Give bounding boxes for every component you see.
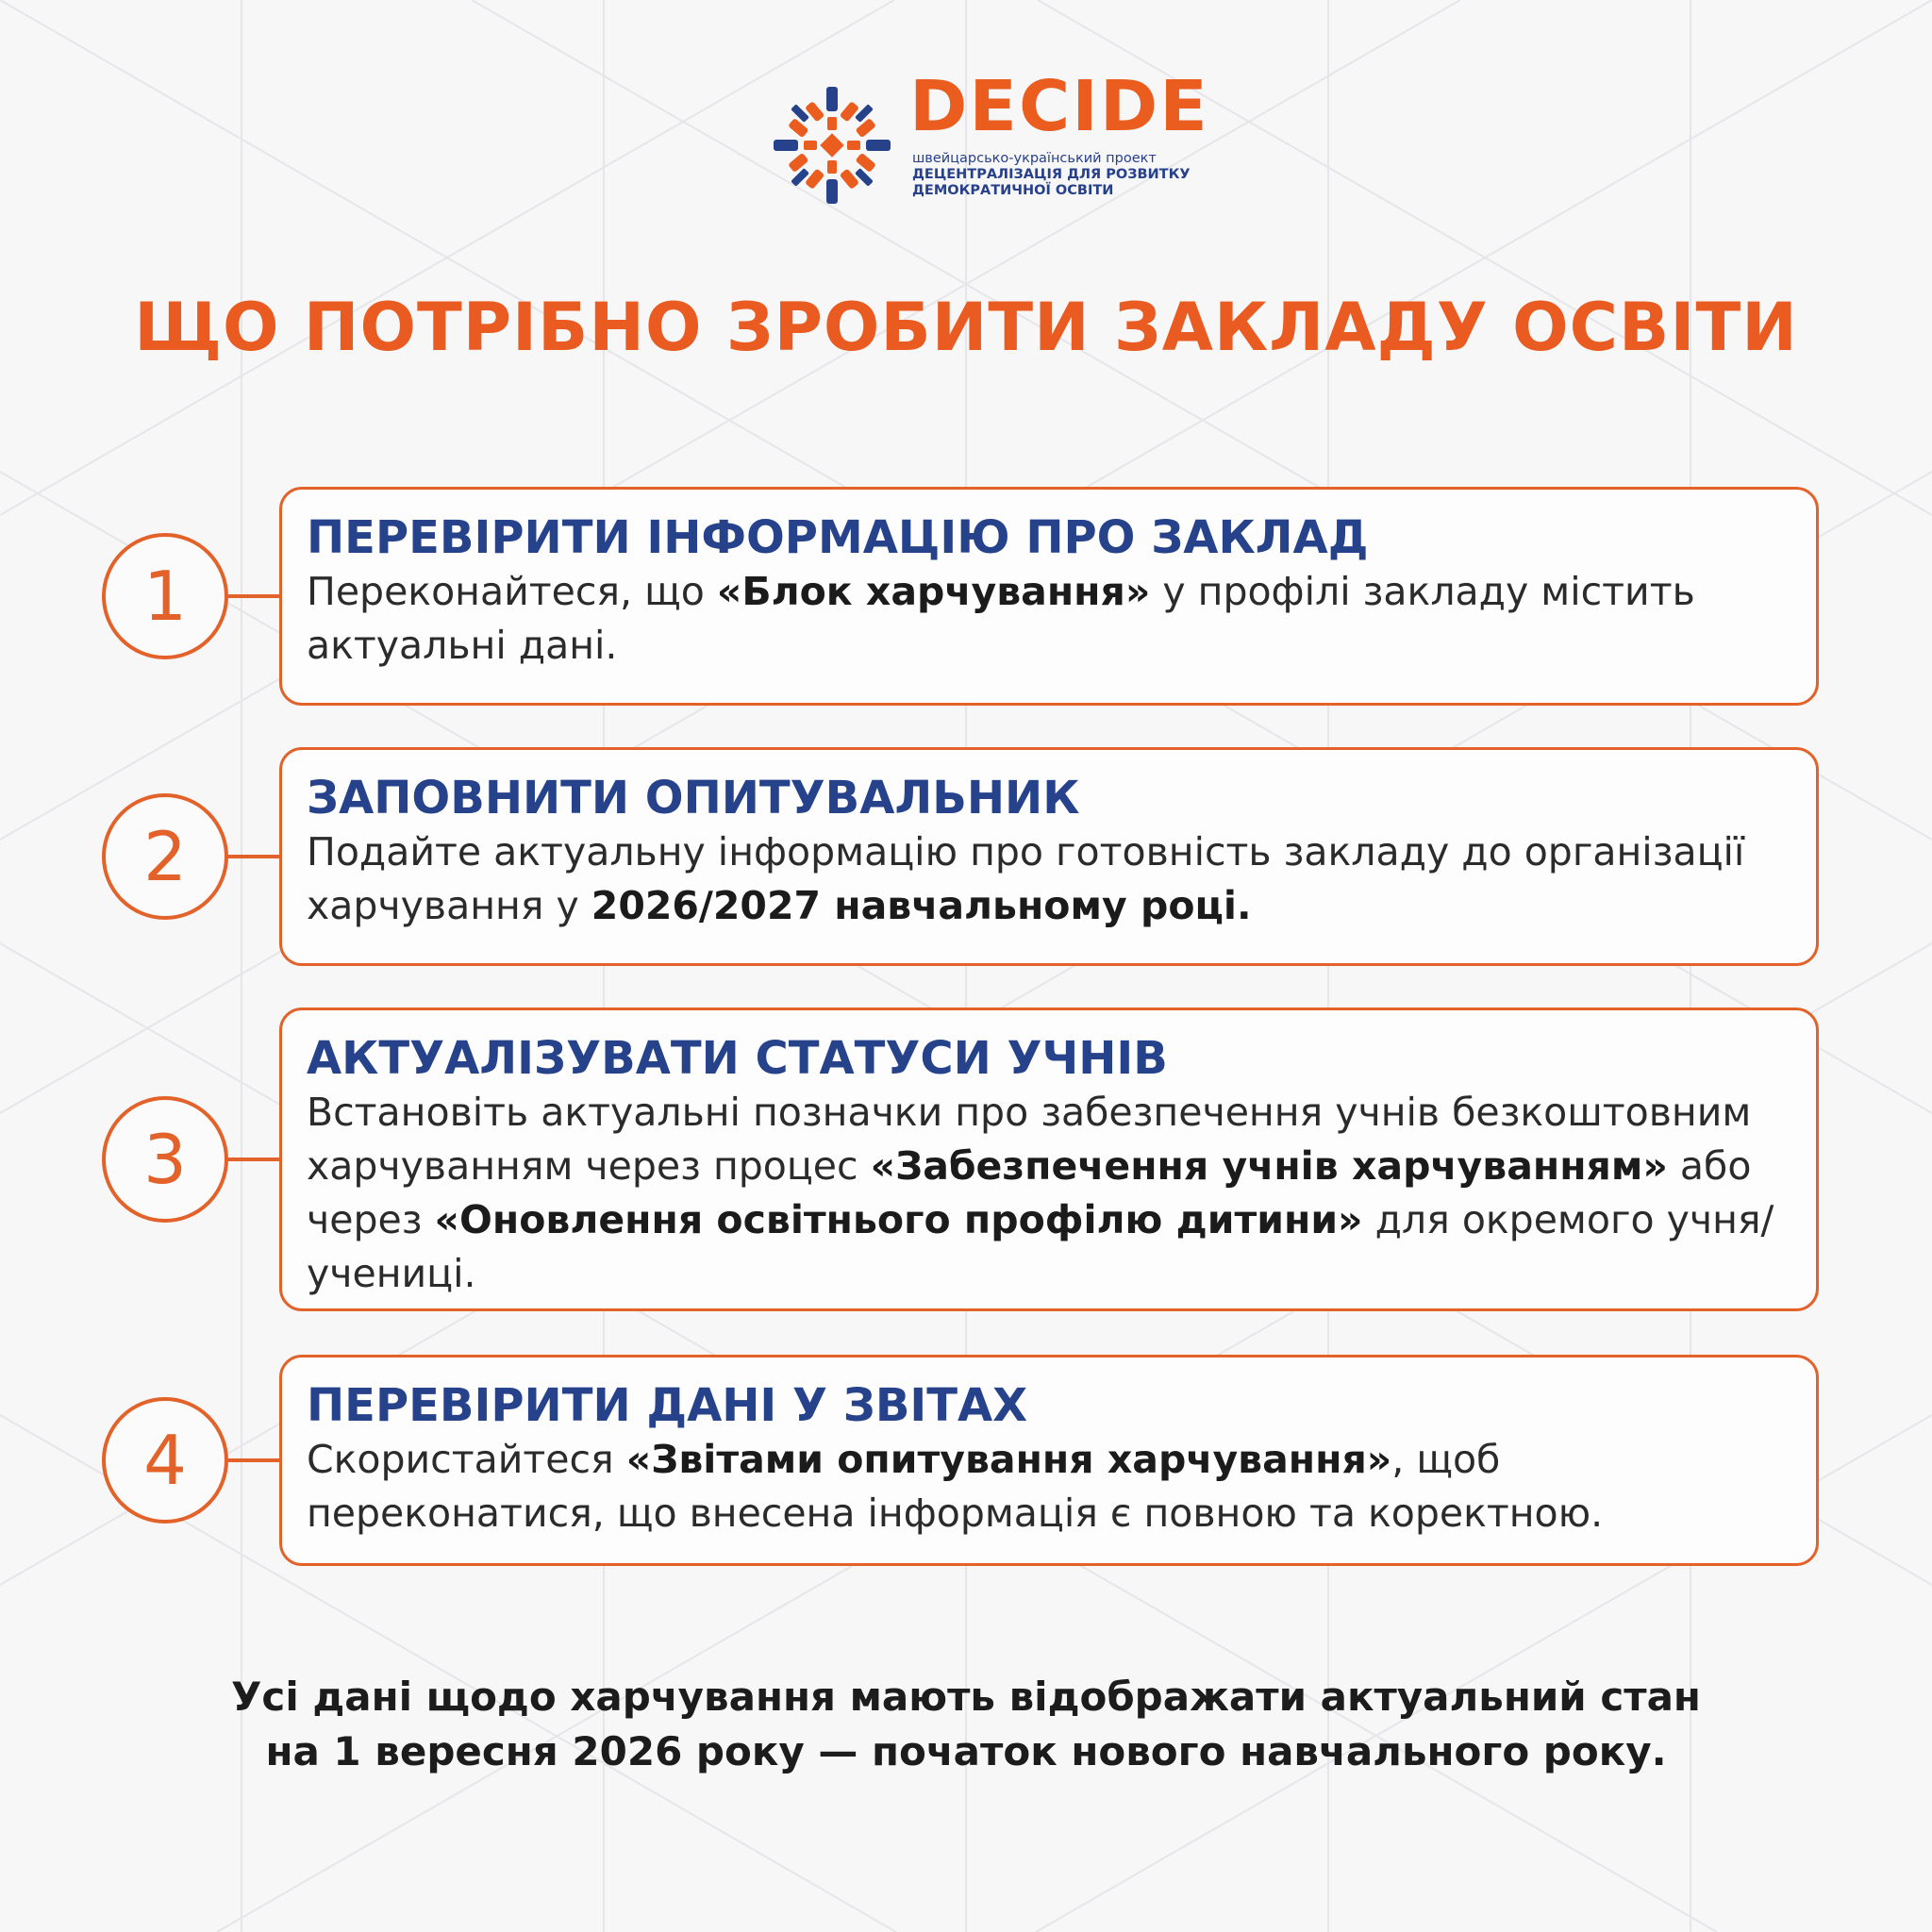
footer-line-1: Усі дані щодо харчування мають відображати актуальний стан: [231, 1674, 1701, 1720]
step-description-text: , щоб переконатися, що внесена інформація є повною та коректною.: [307, 1437, 1604, 1536]
step-description-text: у профілі закладу містить актуальні дані.: [307, 569, 1695, 668]
step-number-badge: 4: [102, 1397, 228, 1524]
step-connector-line: [228, 1458, 281, 1462]
step-1: [0, 487, 1932, 706]
footer-line-2: на 1 вересня 2026 року — початок нового навчального року.: [265, 1728, 1667, 1774]
step-title: ПЕРЕВІРИТИ ДАНІ У ЗВІТАХ: [307, 1379, 1028, 1432]
step-description: [307, 825, 1790, 933]
step-card: [279, 747, 1819, 966]
logo-subtitle-line-2: ДЕЦЕНТРАЛІЗАЦІЯ ДЛЯ РОЗВИТКУ: [912, 167, 1191, 182]
step-number-badge: 3: [102, 1096, 228, 1223]
step-description-text: Подайте актуальну інформацію про готовність закладу до організації харчування у: [307, 829, 1745, 928]
step-2: [0, 747, 1932, 966]
step-description: [307, 1433, 1790, 1541]
page-title: ЩО ПОТРІБНО ЗРОБИТИ ЗАКЛАДУ ОСВІТИ: [134, 289, 1798, 366]
step-description-text: або через: [307, 1143, 1752, 1242]
step-description-text: Скористайтеся: [307, 1437, 626, 1482]
step-description: [307, 1086, 1790, 1301]
step-title: ПЕРЕВІРИТИ ІНФОРМАЦІЮ ПРО ЗАКЛАД: [307, 511, 1369, 564]
step-card: [279, 1355, 1819, 1566]
footer-note: [0, 1670, 1932, 1779]
logo-subtitle-line-3: ДЕМОКРАТИЧНОЇ ОСВІТИ: [912, 183, 1114, 198]
step-connector-line: [228, 1158, 281, 1161]
step-number-badge: 2: [102, 793, 228, 920]
step-card: [279, 487, 1819, 706]
step-connector-line: [228, 594, 281, 598]
step-description-emphasis: «Забезпечення учнів харчуванням»: [870, 1143, 1668, 1189]
step-description-text: для окремого учня/учениці.: [307, 1197, 1774, 1296]
step-number-badge: 1: [102, 533, 228, 659]
step-4: [0, 1355, 1932, 1566]
step-title: ЗАПОВНИТИ ОПИТУВАЛЬНИК: [307, 772, 1080, 824]
step-description-text: Переконайтеся, що: [307, 569, 717, 614]
step-card: [279, 1008, 1819, 1311]
logo-wordmark: DECIDE: [909, 66, 1209, 147]
step-description: [307, 565, 1790, 673]
logo-subtitle: [912, 151, 1191, 199]
step-description-emphasis: «Оновлення освітнього профілю дитини»: [434, 1197, 1363, 1242]
step-description-emphasis: 2026/2027 навчальному році.: [591, 883, 1252, 928]
decide-snowflake-logo-icon: [766, 79, 898, 211]
step-description-emphasis: «Звітами опитування харчування»: [625, 1437, 1392, 1482]
step-title: АКТУАЛІЗУВАТИ СТАТУСИ УЧНІВ: [307, 1032, 1168, 1085]
step-3: [0, 1008, 1932, 1311]
decide-logo: [766, 66, 1209, 217]
step-description-emphasis: «Блок харчування»: [716, 569, 1151, 614]
step-description-text: Встановіть актуальні позначки про забезпечення учнів безкоштовним харчуванням через процес: [307, 1090, 1752, 1189]
logo-subtitle-line-1: швейцарсько-український проект: [912, 151, 1157, 166]
step-connector-line: [228, 855, 281, 858]
